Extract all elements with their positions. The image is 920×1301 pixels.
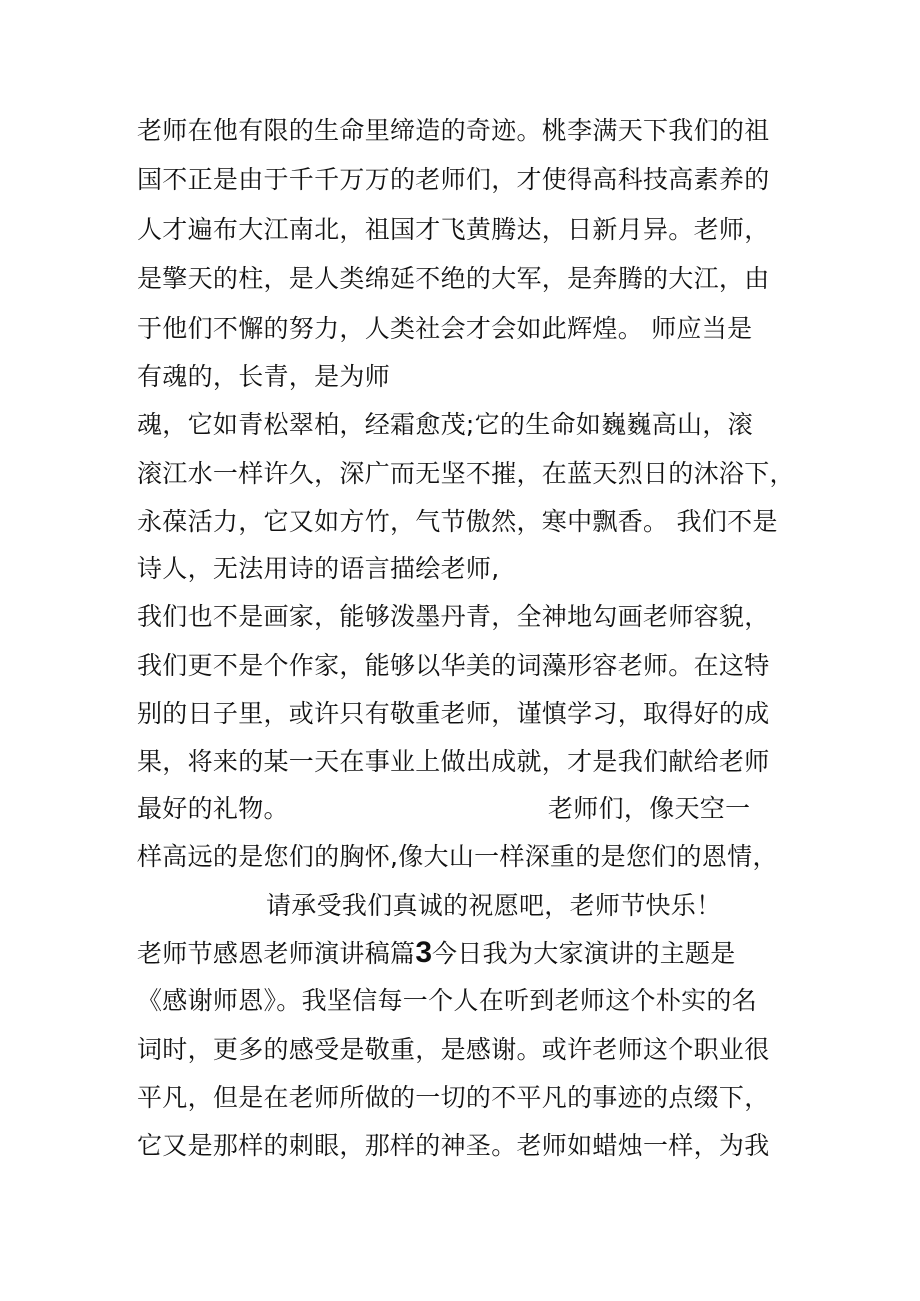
text-line: 有魂的，长青，是为师 <box>137 362 391 391</box>
text-line: 《感谢师恩》。我坚信每一个人在听到老师这个朴实的名 <box>137 986 758 1015</box>
text-line: 于他们不懈的努力，人类社会才会如此辉煌。 师应当是 <box>137 314 753 343</box>
text-line: 滚江水一样许久，深广而无坚不摧，在蓝天烈日的沐浴下， <box>137 459 795 488</box>
heading-line <box>137 933 736 973</box>
text-line: 样高远的是您们的胸怀,像大山一样深重的是您们的恩情， <box>137 842 778 871</box>
text-line: 词时，更多的感受是敬重，是感谢。或许老师这个职业很 <box>137 1035 770 1064</box>
text-line: 魂，它如青松翠柏，经霜愈茂;它的生命如巍巍高山，滚 <box>137 410 753 439</box>
text-line: 老师们，像天空一 <box>548 794 751 823</box>
section-number: 3 <box>415 936 432 969</box>
text-line: 它又是那样的刺眼，那样的神圣。老师如蜡烛一样，为我 <box>137 1131 770 1160</box>
text-segment: 今日我为大家演讲的主题是 <box>432 939 736 968</box>
text-line: 平凡，但是在老师所做的一切的不平凡的事迹的点缀下， <box>137 1083 770 1112</box>
text-line: 果，将来的某一天在事业上做出成就，才是我们献给老师 <box>137 747 770 776</box>
text-line: 诗人，无法用诗的语言描绘老师, <box>137 554 500 583</box>
text-line: 我们也不是画家，能够泼墨丹青，全神地勾画老师容貌， <box>137 602 770 631</box>
text-line: 是擎天的柱，是人类绵延不绝的大军，是奔腾的大江，由 <box>137 264 770 293</box>
text-line: 国不正是由于千千万万的老师们，才使得高科技高素养的 <box>137 165 770 194</box>
heading-title: 老师节感恩老师演讲稿篇 <box>137 939 416 968</box>
text-line: 人才遍布大江南北，祖国才飞黄腾达，日新月异。老师， <box>137 215 770 244</box>
text-line: 最好的礼物。 <box>137 794 289 823</box>
text-line: 请承受我们真诚的祝愿吧，老师节快乐！ <box>266 891 722 920</box>
text-line: 别的日子里，或许只有敬重老师，谨慎学习，取得好的成 <box>137 699 770 728</box>
text-line: 永葆活力，它又如方竹，气节傲然，寒中飘香。 我们不是 <box>137 507 778 536</box>
text-line: 老师在他有限的生命里缔造的奇迹。桃李满天下我们的祖 <box>137 116 770 145</box>
text-line: 我们更不是个作家，能够以华美的词藻形容老师。在这特 <box>137 651 770 680</box>
